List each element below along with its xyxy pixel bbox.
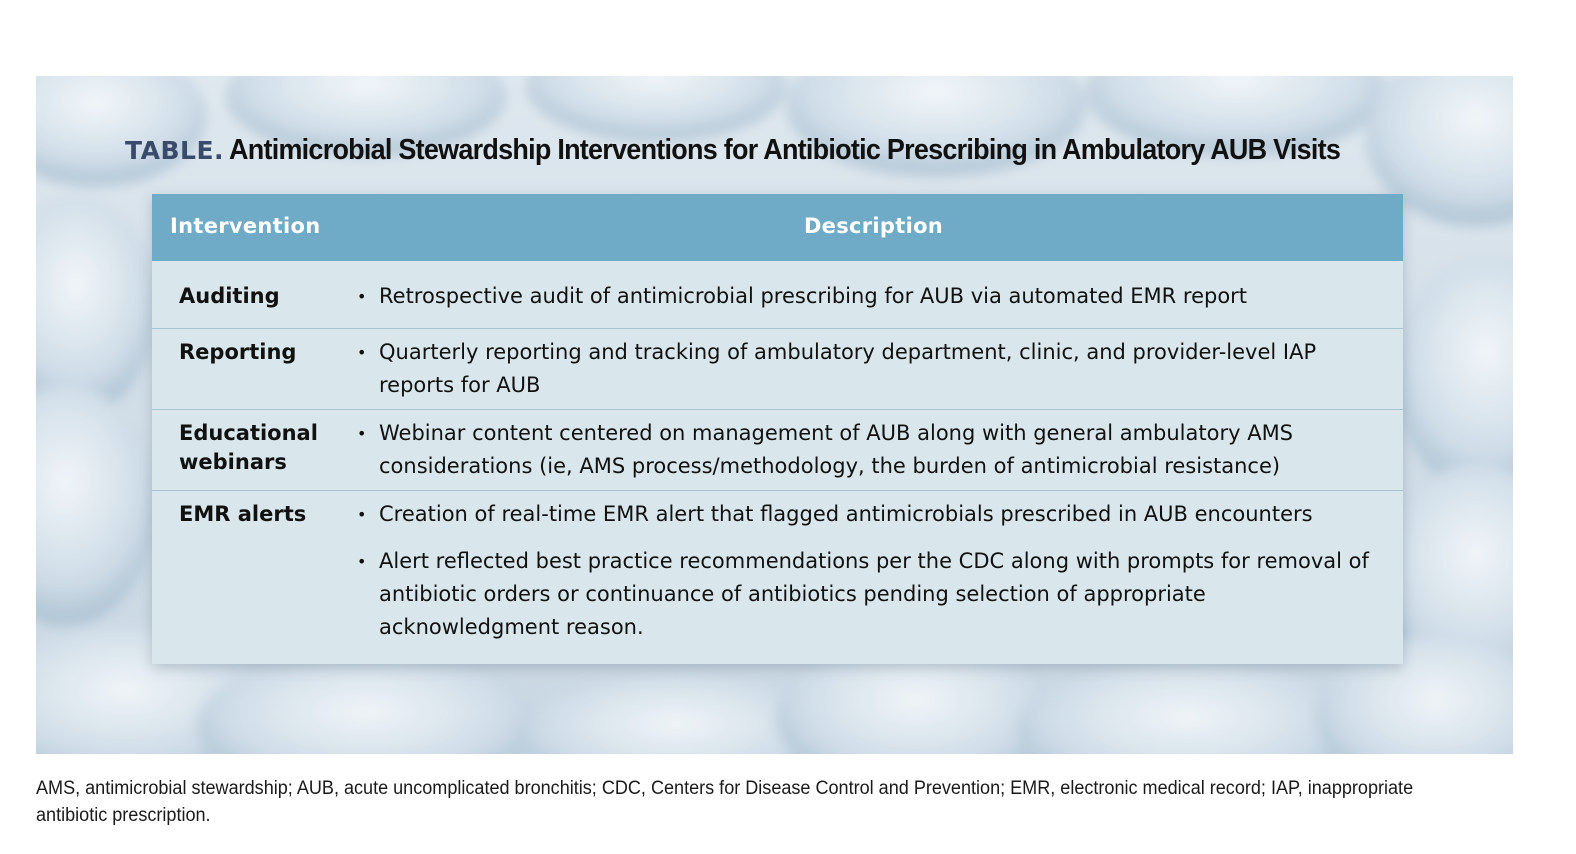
intervention-name: EMR alerts [179,502,307,526]
list-item [357,498,1387,531]
table-row-reporting [152,329,1403,410]
intervention-name: Educational webinars [179,421,318,474]
table-row-educational-webinars [152,410,1403,491]
bullet-icon: • [357,343,367,362]
description-list [357,417,1387,483]
list-item [357,280,1387,313]
description-text: Quarterly reporting and tracking of ambulatory department, clinic, and provider-level IAP reports for AUB [379,340,1317,397]
description-list [357,280,1387,313]
list-item [357,417,1387,483]
description-text: Creation of real-time EMR alert that flagged antimicrobials prescribed in AUB encounters [379,502,1313,526]
table-title-text: Antimicrobial Stewardship Interventions for Antibiotic Prescribing in Ambulatory AUB Visits [229,134,1341,166]
description-list [357,498,1387,644]
table-row-emr-alerts [152,491,1403,664]
table-row-auditing [152,261,1403,329]
description-text: Alert reflected best practice recommendations per the CDC along with prompts for removal of antibiotic orders or continuance of antibiotics pending selection of appropriate acknowledgment reason. [379,549,1369,639]
list-item [357,545,1387,644]
bullet-icon: • [357,424,367,443]
intervention-name: Auditing [179,284,280,308]
description-text: Webinar content centered on management of AUB along with general ambulatory AMS considerations (ie, AMS process/methodology, the burden of antimicrobial resistance) [379,421,1294,478]
table-footnote: AMS, antimicrobial stewardship; AUB, acute uncomplicated bronchitis; CDC, Centers for Disease Control and Prevention; EMR, electronic medical record; IAP, inappropriate antibiotic prescription. [36,778,1414,826]
bullet-icon: • [357,552,367,571]
interventions-table [152,194,1403,664]
description-text: Retrospective audit of antimicrobial prescribing for AUB via automated EMR report [379,284,1248,308]
column-header-description: Description [803,214,944,238]
list-item [357,336,1387,402]
description-list [357,336,1387,402]
column-header-intervention: Intervention [170,214,321,238]
table-title [36,134,1513,167]
bullet-icon: • [357,505,367,524]
intervention-name: Reporting [179,340,297,364]
bullet-icon: • [357,287,367,306]
table-title-prefix: TABLE. [125,136,225,165]
figure-panel [36,76,1513,754]
table-header [152,194,1403,261]
